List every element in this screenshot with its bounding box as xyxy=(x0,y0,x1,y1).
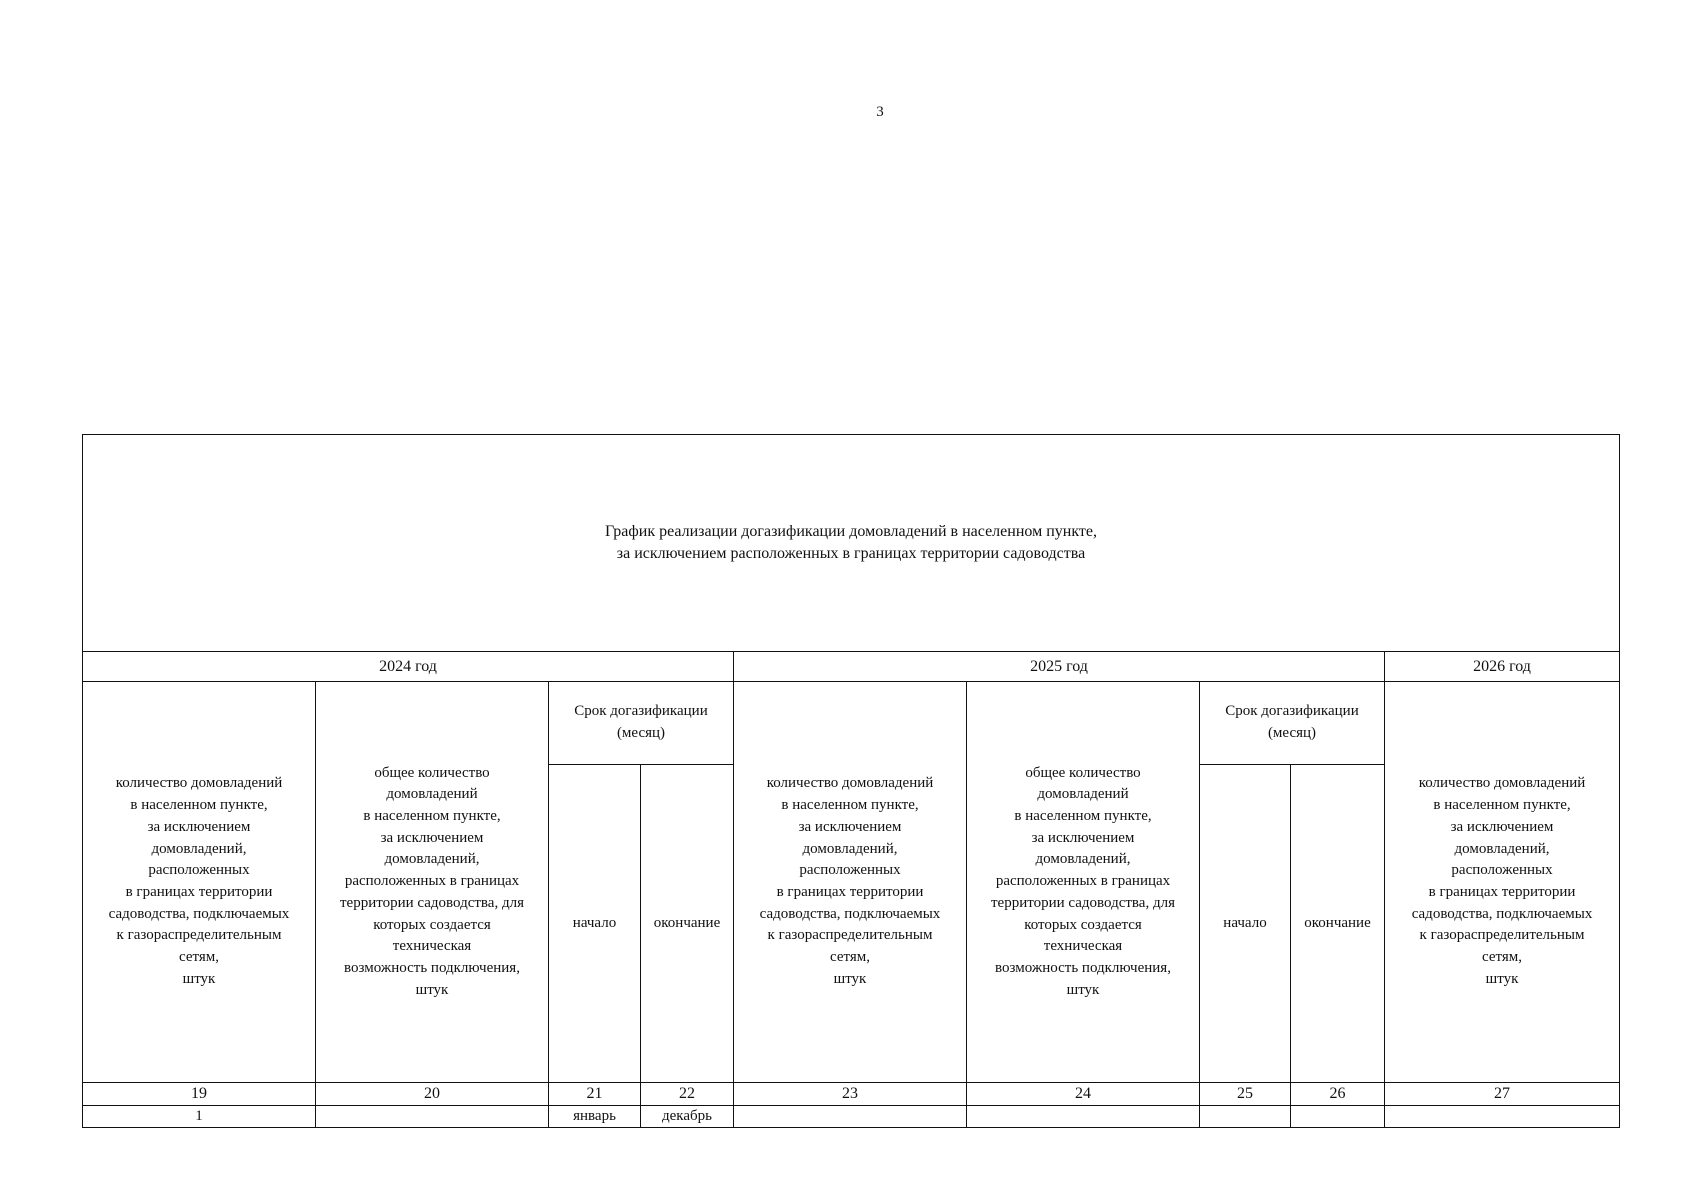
column-number: 23 xyxy=(734,1083,967,1106)
header-start-2024: начало xyxy=(549,765,641,1083)
year-2025-header: 2025 год xyxy=(734,652,1385,682)
table-cell: декабрь xyxy=(641,1105,734,1128)
table-row xyxy=(83,1105,1620,1128)
table-cell xyxy=(1291,1105,1385,1128)
header-start-2025: начало xyxy=(1200,765,1291,1083)
header-gasification-period-2025: Срок догазификации (месяц) xyxy=(1200,682,1385,765)
table-title-line-1: График реализации догазификации домовладений в населенном пункте, xyxy=(605,523,1097,541)
column-number: 19 xyxy=(83,1083,316,1106)
column-number: 27 xyxy=(1385,1083,1620,1106)
table-title xyxy=(83,435,1620,652)
column-number: 24 xyxy=(967,1083,1200,1106)
column-number: 22 xyxy=(641,1083,734,1106)
column-number: 21 xyxy=(549,1083,641,1106)
header-households-count-2026: количество домовладений в населенном пункте, за исключением домовладений, расположенных в границах территории садоводства, подключаемых к газораспределительным сетям, штук xyxy=(1385,682,1620,1083)
table-cell xyxy=(316,1105,549,1128)
header-households-total-2024: общее количество домовладений в населенном пункте, за исключением домовладений, расположенных в границах территории садоводства, для которых создается техническая возможность подключения, штук xyxy=(316,682,549,1083)
table-cell: 1 xyxy=(83,1105,316,1128)
table-cell xyxy=(734,1105,967,1128)
table-cell: январь xyxy=(549,1105,641,1128)
column-numbers-row xyxy=(83,1083,1620,1106)
page-number: 3 xyxy=(876,104,884,120)
column-number: 25 xyxy=(1200,1083,1291,1106)
table-cell xyxy=(1385,1105,1620,1128)
gasification-schedule-table xyxy=(82,434,1619,1128)
table-cell xyxy=(967,1105,1200,1128)
header-households-total-2025: общее количество домовладений в населенном пункте, за исключением домовладений, расположенных в границах территории садоводства, для которых создается техническая возможность подключения, штук xyxy=(967,682,1200,1083)
table-title-line-2: за исключением расположенных в границах территории садоводства xyxy=(616,545,1086,562)
table-cell xyxy=(1200,1105,1291,1128)
header-households-count-2024: количество домовладений в населенном пункте, за исключением домовладений, расположенных в границах территории садоводства, подключаемых к газораспределительным сетям, штук xyxy=(83,682,316,1083)
year-2026-header: 2026 год xyxy=(1385,652,1620,682)
header-households-count-2025: количество домовладений в населенном пункте, за исключением домовладений, расположенных в границах территории садоводства, подключаемых к газораспределительным сетям, штук xyxy=(734,682,967,1083)
column-number: 20 xyxy=(316,1083,549,1106)
year-2024-header: 2024 год xyxy=(83,652,734,682)
column-number: 26 xyxy=(1291,1083,1385,1106)
header-end-2024: окончание xyxy=(641,765,734,1083)
header-gasification-period-2024: Срок догазификации (месяц) xyxy=(549,682,734,765)
header-end-2025: окончание xyxy=(1291,765,1385,1083)
